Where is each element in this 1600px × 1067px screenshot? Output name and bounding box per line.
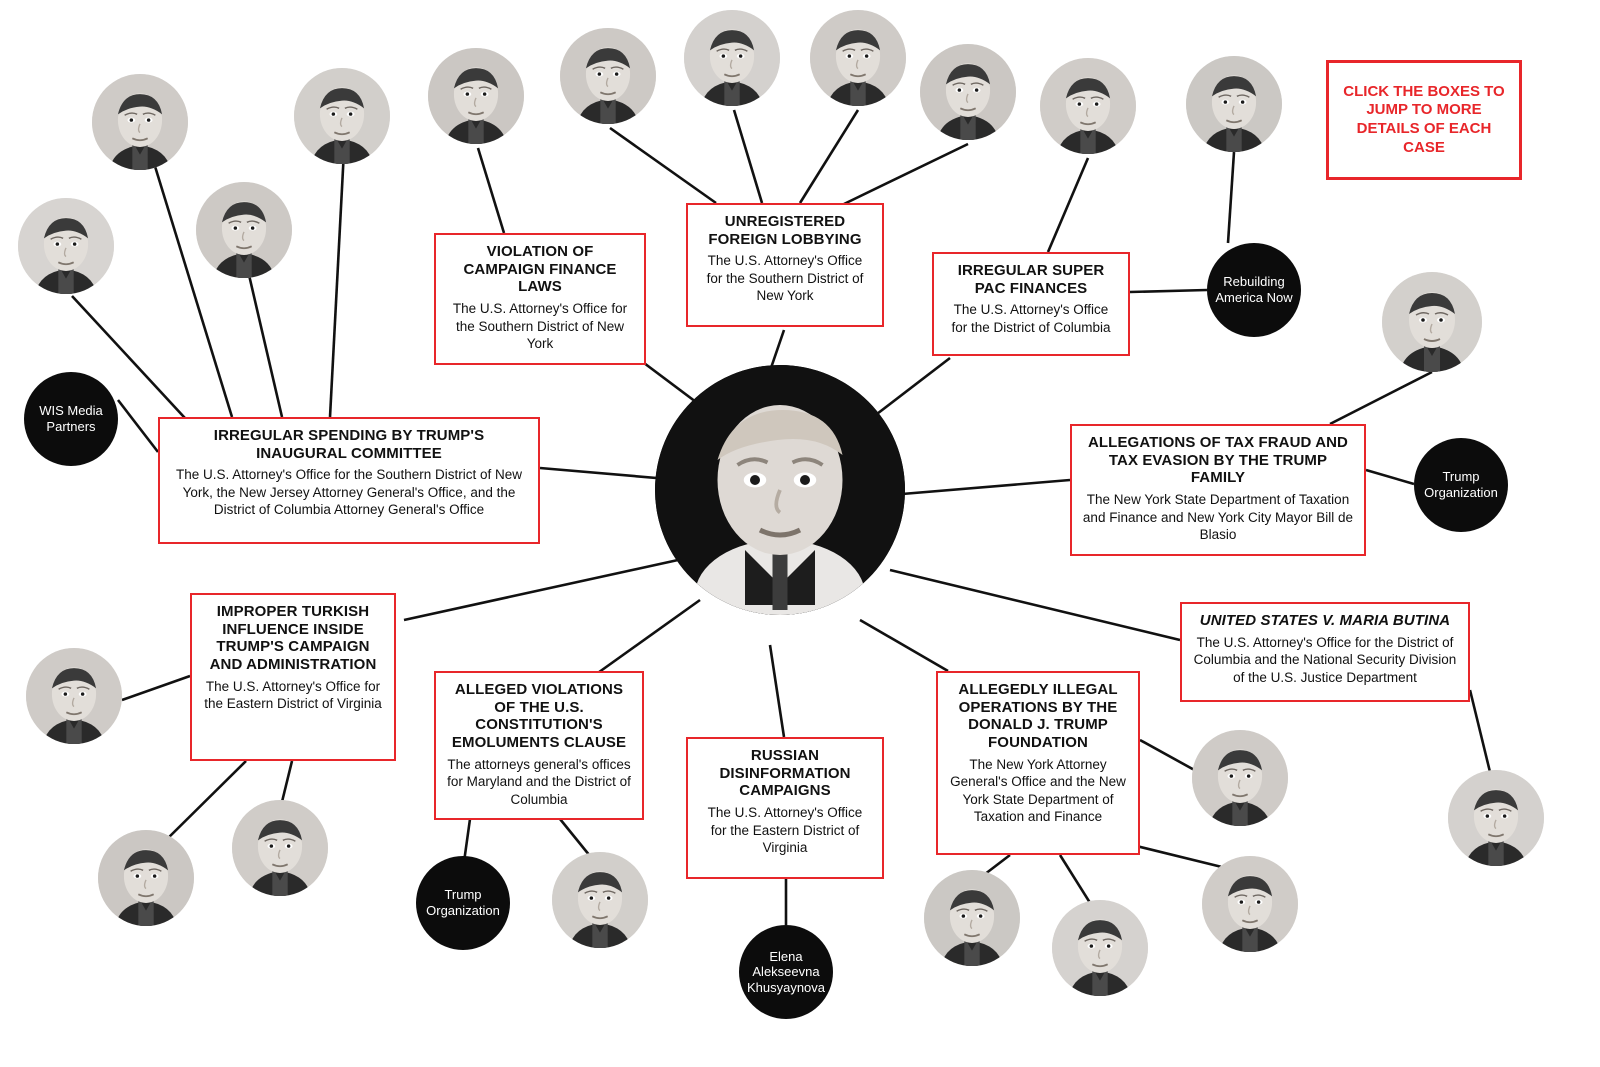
- case-title: IMPROPER TURKISH INFLUENCE INSIDE TRUMP'S CAMPAIGN AND ADMINISTRATION: [209, 603, 377, 674]
- entity-label: Elena Alekseevna Khusyaynova: [746, 948, 826, 995]
- portrait-rick-gates-right: [1186, 56, 1282, 152]
- entity-node-wis-media-partners[interactable]: [24, 372, 118, 466]
- portrait-eric-trump-foundation: [1202, 856, 1298, 952]
- entity-node-elena-khusyaynova[interactable]: [739, 925, 833, 1019]
- entity-label: Trump Organization: [426, 887, 500, 918]
- portrait-rick-gates-top: [196, 182, 292, 278]
- case-box-irregular-super-pac-finances[interactable]: [932, 252, 1130, 356]
- entity-label: Trump Organization: [1424, 469, 1498, 500]
- portrait-ivanka-trump-top: [18, 198, 114, 294]
- case-box-irregular-spending-inaugural-committee[interactable]: [158, 417, 540, 544]
- portrait-michael-cohen: [428, 48, 524, 144]
- case-box-allegedly-illegal-operations-trump-foundation[interactable]: [936, 671, 1140, 855]
- portrait-paul-manafort: [560, 28, 656, 124]
- trump-portrait-icon: [655, 365, 905, 615]
- portrait-bijan-kian: [98, 830, 194, 926]
- legend-click-the-boxes: [1326, 60, 1522, 180]
- case-agency: The New York Attorney General's Office and the New York State Department of Taxation and Finance: [950, 756, 1126, 825]
- case-title: RUSSIAN DISINFORMATION CAMPAIGNS: [719, 747, 851, 800]
- case-title: UNITED STATES V. MARIA BUTINA: [1199, 612, 1451, 629]
- portrait-rick-gates-bottom: [232, 800, 328, 896]
- case-agency: The U.S. Attorney's Office for the Eastern District of Virginia: [707, 805, 863, 856]
- case-box-allegations-of-tax-fraud[interactable]: [1070, 424, 1366, 556]
- portrait-maria-butina: [1448, 770, 1544, 866]
- case-box-improper-turkish-influence[interactable]: [190, 593, 396, 761]
- case-box-united-states-v-maria-butina[interactable]: [1180, 602, 1470, 702]
- portrait-paul-manafort-right: [1040, 58, 1136, 154]
- case-title: IRREGULAR SUPER PAC FINANCES: [957, 262, 1105, 297]
- case-title: VIOLATION OF CAMPAIGN FINANCE LAWS: [463, 243, 617, 296]
- portrait-elliott-broidy: [684, 10, 780, 106]
- portrait-michael-flynn: [26, 648, 122, 744]
- portrait-vin-weber: [920, 44, 1016, 140]
- case-agency: The U.S. Attorney's Office for the District of Columbia and the National Security Division of the U.S. Justice Department: [1193, 634, 1457, 685]
- case-agency: The U.S. Attorney's Office for the District of Columbia: [951, 302, 1111, 335]
- case-agency: The U.S. Attorney's Office for the Southern District of New York, the New Jersey Attorney General's Office, and the District of Columbia Attorney General's Office: [176, 467, 522, 518]
- case-agency: The New York State Department of Taxation and Finance and New York City Mayor Bill de Blasio: [1082, 492, 1354, 543]
- portrait-ivanka-trump-foundation: [1052, 900, 1148, 996]
- case-box-violation-of-campaign-finance-laws[interactable]: [434, 233, 646, 365]
- case-agency: The attorneys general's offices for Maryland and the District of Columbia: [447, 756, 631, 807]
- case-title: IRREGULAR SPENDING BY TRUMP'S INAUGURAL COMMITTEE: [213, 427, 485, 462]
- entity-node-rebuilding-america-now[interactable]: [1207, 243, 1301, 337]
- case-title: ALLEGATIONS OF TAX FRAUD AND TAX EVASION BY THE TRUMP FAMILY: [1087, 434, 1348, 487]
- entity-node-trump-organization-right[interactable]: [1414, 438, 1508, 532]
- portrait-donald-trump-center: [655, 365, 905, 615]
- entity-label: Rebuilding America Now: [1215, 274, 1293, 305]
- case-title: ALLEGED VIOLATIONS OF THE U.S. CONSTITUTION'S EMOLUMENTS CLAUSE: [451, 681, 627, 752]
- portrait-donald-trump-jr-top: [92, 74, 188, 170]
- case-agency: The U.S. Attorney's Office for the Southern District of New York: [706, 253, 864, 304]
- case-box-alleged-violations-emoluments-clause[interactable]: [434, 671, 644, 820]
- entity-label: WIS Media Partners: [39, 403, 103, 434]
- case-agency: The U.S. Attorney's Office for the Eastern District of Virginia: [204, 678, 382, 712]
- portrait-donald-trump-right: [1382, 272, 1482, 372]
- case-box-unregistered-foreign-lobbying[interactable]: [686, 203, 884, 327]
- portrait-greg-craig: [810, 10, 906, 106]
- entity-node-trump-organization-left[interactable]: [416, 856, 510, 950]
- case-title: ALLEGEDLY ILLEGAL OPERATIONS BY THE DONALD J. TRUMP FOUNDATION: [958, 681, 1118, 752]
- case-box-russian-disinformation-campaigns[interactable]: [686, 737, 884, 879]
- portrait-donald-trump-foundation: [924, 870, 1020, 966]
- portrait-donald-trump-emoluments: [552, 852, 648, 948]
- legend-text: CLICK THE BOXES TO JUMP TO MORE DETAILS OF EACH CASE: [1343, 82, 1505, 156]
- case-title: UNREGISTERED FOREIGN LOBBYING: [708, 213, 862, 248]
- case-agency: The U.S. Attorney's Office for the Southern District of New York: [452, 301, 628, 352]
- portrait-eric-trump-top: [294, 68, 390, 164]
- portrait-donald-trump-jr-foundation: [1192, 730, 1288, 826]
